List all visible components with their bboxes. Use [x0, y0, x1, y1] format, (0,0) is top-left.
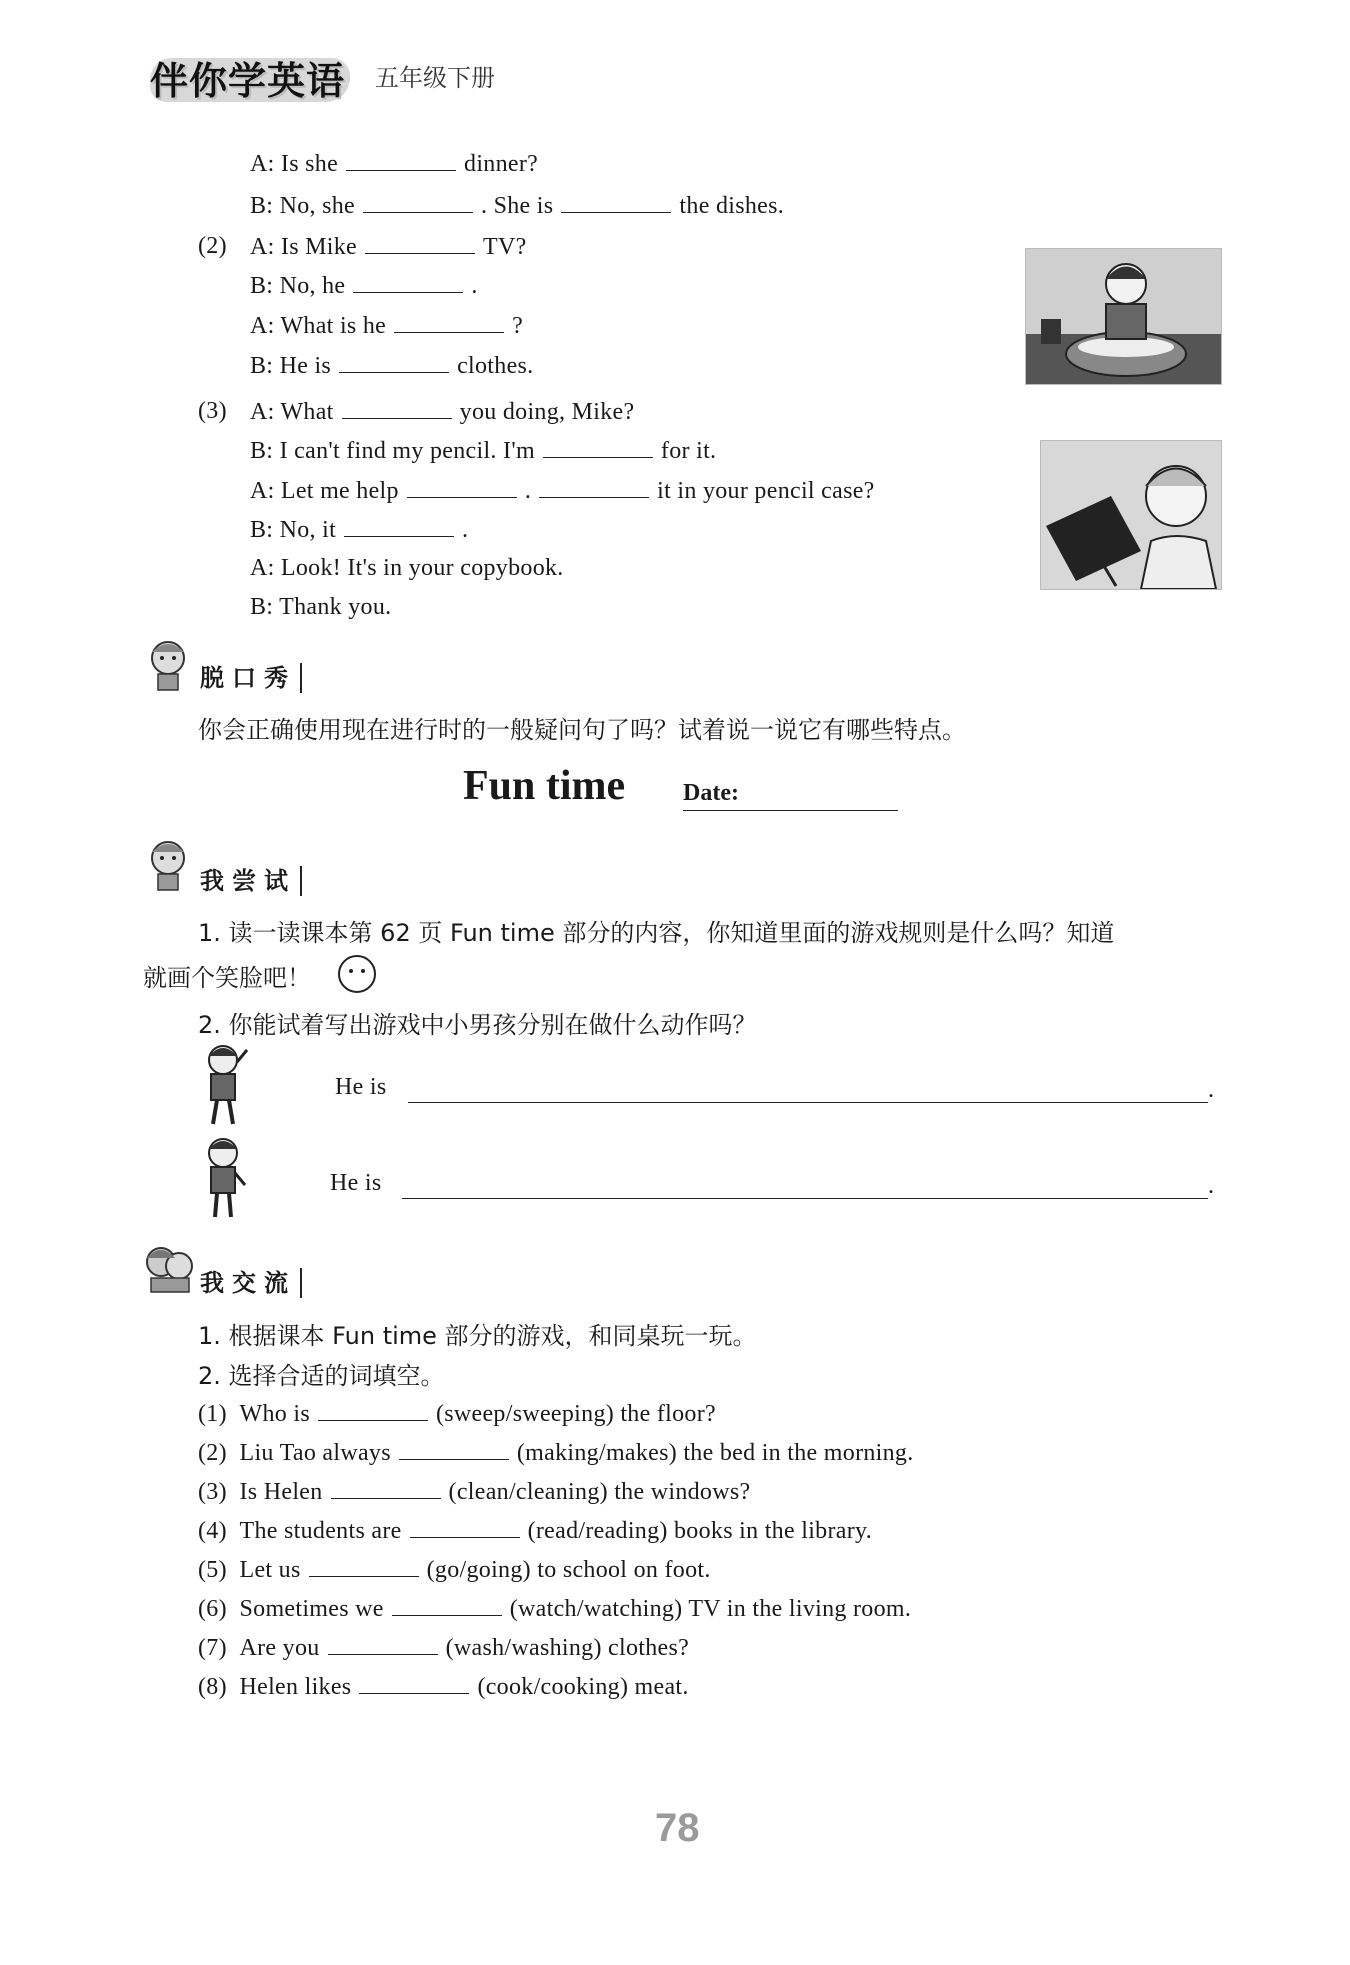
text: B: I can't find my pencil. I'm — [250, 438, 535, 464]
answer-blank[interactable] — [309, 1554, 419, 1577]
text: . She is — [481, 193, 554, 219]
dialogue3-line6: B: Thank you. — [250, 594, 392, 620]
exercise-row — [198, 1554, 711, 1585]
exercise-row — [198, 1593, 911, 1624]
try-item1-line1 — [198, 913, 1114, 948]
text: . — [471, 273, 478, 299]
text: ? — [512, 313, 524, 339]
answer-blank[interactable] — [318, 1398, 428, 1421]
answer-blank[interactable] — [539, 475, 649, 498]
text: 你能试着写出游戏中小男孩分别在做什么动作吗？ — [228, 1011, 757, 1039]
dialogue3-line5: A: Look! It's in your copybook. — [250, 555, 564, 581]
text: The students are — [239, 1518, 402, 1544]
exercise-row — [198, 1515, 872, 1546]
share-label: 我交流 — [200, 1268, 302, 1298]
dialogue3-line1 — [250, 396, 634, 427]
text: B: No, she — [250, 193, 355, 219]
washing-picture-svg — [1026, 249, 1221, 384]
talk-show-prompt: 你会正确使用现在进行时的一般疑问句了吗？试着说一说它有哪些特点。 — [198, 716, 966, 744]
item-number: (6) — [198, 1596, 227, 1622]
answer-blank[interactable] — [359, 1671, 469, 1694]
answer-blank[interactable] — [410, 1515, 520, 1538]
text: B: No, it — [250, 517, 337, 543]
text: (go/going) to school on foot. — [426, 1557, 711, 1583]
text: . — [524, 478, 532, 504]
text: Liu Tao always — [239, 1440, 391, 1466]
item-number: 2. — [198, 1011, 221, 1039]
answer-blank[interactable] — [407, 475, 517, 498]
text: B: He is — [250, 353, 332, 379]
text: (watch/watching) TV in the living room. — [509, 1596, 912, 1622]
text: (read/reading) books in the library. — [527, 1518, 873, 1544]
text: Let us — [239, 1557, 301, 1583]
answer-blank[interactable] — [353, 270, 463, 293]
answer-blank[interactable] — [363, 190, 473, 213]
text: for it. — [660, 438, 717, 464]
text: (clean/cleaning) the windows? — [448, 1479, 751, 1505]
answer-blank[interactable] — [543, 435, 653, 458]
period: . — [1208, 1173, 1215, 1199]
answer-blank[interactable] — [344, 514, 454, 537]
item-number: (2) — [198, 1440, 227, 1466]
text: B: No, he — [250, 273, 346, 299]
text: you doing, Mike? — [459, 399, 635, 425]
item-number: (5) — [198, 1557, 227, 1583]
answer-line-2[interactable] — [402, 1196, 1208, 1199]
dialogue3-line4 — [250, 514, 468, 545]
dialogue2-line4 — [250, 350, 533, 381]
text: it in your pencil case? — [657, 478, 875, 504]
text: Who is — [239, 1401, 310, 1427]
answer-blank[interactable] — [342, 396, 452, 419]
answer-blank[interactable] — [365, 231, 475, 254]
boy-pose-1-icon — [195, 1042, 255, 1135]
try-item2 — [198, 1005, 757, 1040]
dialogue2-line3 — [250, 310, 523, 341]
text: TV? — [483, 234, 527, 260]
share-item1: 1. 根据课本 Fun time 部分的游戏，和同桌玩一玩。 — [198, 1322, 757, 1350]
text: A: Is Mike — [250, 234, 357, 260]
book-title: 伴你学英语 — [150, 59, 346, 103]
item-number: 1. — [198, 919, 221, 947]
text: 读一读课本第 62 页 Fun time 部分的内容，你知道里面的游戏规则是什么吗？知道 — [228, 919, 1115, 947]
share-item2: 2. 选择合适的词填空。 — [198, 1362, 445, 1390]
try-label: 我尝试 — [200, 866, 302, 896]
answer-line-1[interactable] — [408, 1100, 1208, 1103]
item-number: (8) — [198, 1674, 227, 1700]
try-item1-line2: 就画个笑脸吧！ — [143, 964, 311, 992]
item-number: (3) — [198, 1479, 227, 1505]
item-number: (7) — [198, 1635, 227, 1661]
dialogue3-number: (3) — [198, 398, 227, 424]
dialogue2-line2 — [250, 270, 478, 301]
answer-blank[interactable] — [346, 148, 456, 171]
dialogue1-line1 — [250, 148, 538, 179]
kids-mascot-icon — [143, 1240, 198, 1300]
text: (wash/washing) clothes? — [445, 1635, 690, 1661]
boy-washing-clothes-illustration — [1025, 248, 1222, 385]
dialogue3-line3 — [250, 475, 875, 506]
grade-label: 五年级下册 — [375, 64, 495, 92]
dialogue1-line2 — [250, 190, 784, 221]
text: clothes. — [457, 353, 534, 379]
dialogue2-line1 — [250, 231, 527, 262]
page-number: 78 — [655, 1806, 700, 1850]
fun-time-title: Fun time — [463, 763, 626, 809]
smiley-face-icon[interactable] — [336, 953, 378, 1000]
exercise-row — [198, 1437, 914, 1468]
text: . — [462, 517, 469, 543]
girl-mascot-icon — [143, 838, 193, 898]
exercise-row — [198, 1632, 689, 1663]
item-number: (1) — [198, 1401, 227, 1427]
text: A: What — [250, 399, 334, 425]
text: (making/makes) the bed in the morning. — [516, 1440, 914, 1466]
boy-pose-2-icon — [195, 1135, 255, 1228]
text: dinner? — [464, 151, 539, 177]
dialogue3-line2 — [250, 435, 716, 466]
period: . — [1208, 1077, 1215, 1103]
answer-blank[interactable] — [328, 1632, 438, 1655]
answer-blank[interactable] — [339, 350, 449, 373]
text: A: Is she — [250, 151, 339, 177]
text: (cook/cooking) meat. — [477, 1674, 689, 1700]
text: A: What is he — [250, 313, 387, 339]
text: Is Helen — [239, 1479, 323, 1505]
he-is-label-1: He is — [335, 1074, 387, 1100]
he-is-label-2: He is — [330, 1170, 382, 1196]
boy-copybook-illustration — [1040, 440, 1222, 590]
dialogue2-number: (2) — [198, 233, 227, 259]
answer-blank[interactable] — [331, 1476, 441, 1499]
copybook-picture-svg — [1041, 441, 1221, 589]
text: the dishes. — [679, 193, 785, 219]
date-blank[interactable] — [683, 808, 898, 811]
answer-blank[interactable] — [394, 310, 504, 333]
text: Helen likes — [239, 1674, 352, 1700]
date-label: Date: — [683, 780, 739, 806]
text: A: Let me help — [250, 478, 399, 504]
text: Are you — [239, 1635, 320, 1661]
talk-show-label: 脱口秀 — [200, 663, 302, 693]
exercise-row — [198, 1671, 689, 1702]
exercise-row — [198, 1476, 750, 1507]
exercise-row — [198, 1398, 716, 1429]
text: Sometimes we — [239, 1596, 384, 1622]
item-number: (4) — [198, 1518, 227, 1544]
answer-blank[interactable] — [561, 190, 671, 213]
text: (sweep/sweeping) the floor? — [435, 1401, 716, 1427]
girl-mascot-icon — [143, 638, 193, 698]
answer-blank[interactable] — [392, 1593, 502, 1616]
answer-blank[interactable] — [399, 1437, 509, 1460]
